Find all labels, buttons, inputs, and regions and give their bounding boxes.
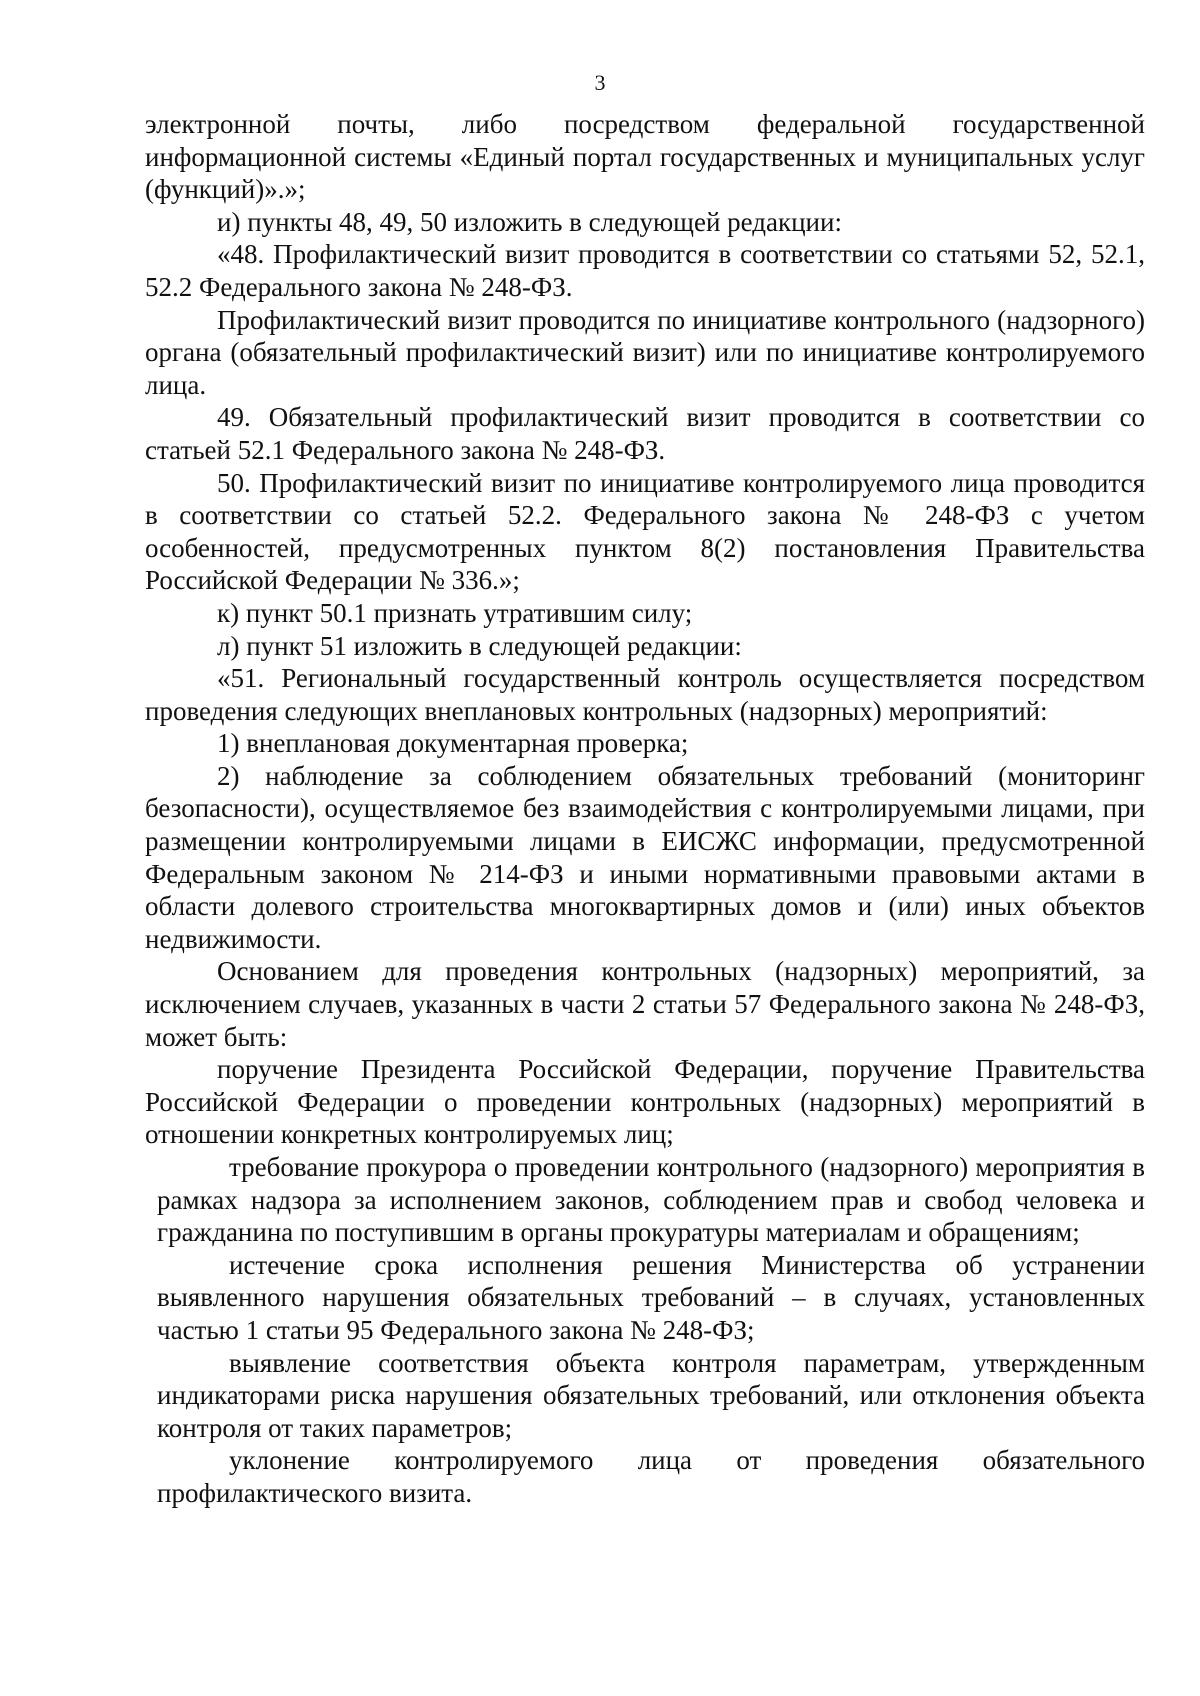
paragraph: истечение срока исполнения решения Министерства об устранении выявленного нарушения обязательных требований – в случаях, установленных частью 1 статьи 95 Федерального закона № 248-ФЗ; [157,1249,1145,1345]
document-body [145,108,1145,1510]
page-number: 3 [594,70,606,95]
paragraph: 50. Профилактический визит по инициативе контролируемого лица проводится в соответствии со статьей 52.2. Федерального закона № 248-ФЗ с учетом особенностей, предусмотренных пунктом 8(2) постановления Правительства Российской Федерации № 336.»; [145,467,1145,596]
paragraph: электронной почты, либо посредством федеральной государственной информационной системы «Единый портал государственных и муниципальных услуг (функций)».»; [145,109,1145,205]
paragraph: 2) наблюдение за соблюдением обязательных требований (мониторинг безопасности), осуществляемое без взаимодействия с контролируемыми лицами, при размещении контролируемыми лицами в ЕИСЖС информации, предусмотренной Федеральным законом № 214-ФЗ и иными нормативными правовыми актами в области долевого строительства многоквартирных домов и (или) иных объектов недвижимости. [145,760,1145,954]
paragraph: «51. Региональный государственный контроль осуществляется посредством проведения следующих внеплановых контрольных (надзорных) мероприятий: [145,663,1145,726]
paragraph: Основанием для проведения контрольных (надзорных) мероприятий, за исключением случаев, указанных в части 2 статьи 57 Федерального закона № 248-ФЗ, может быть: [145,956,1145,1052]
paragraph: уклонение контролируемого лица от проведения обязательного профилактического визита. [157,1445,1145,1508]
paragraph: «48. Профилактический визит проводится в соответствии со статьями 52, 52.1, 52.2 Федерального закона № 248-ФЗ. [145,239,1145,302]
paragraph: Профилактический визит проводится по инициативе контрольного (надзорного) органа (обязательный профилактический визит) или по инициативе контролируемого лица. [145,304,1145,400]
paragraph: 1) внеплановая документарная проверка; [217,728,689,759]
paragraph: 49. Обязательный профилактический визит проводится в соответствии со статьей 52.1 Федерального закона № 248-ФЗ. [145,402,1145,465]
paragraph: и) пункты 48, 49, 50 изложить в следующей редакции: [217,206,842,237]
paragraph: л) пункт 51 изложить в следующей редакции: [217,630,742,661]
paragraph: к) пункт 50.1 признать утратившим силу; [217,597,693,628]
paragraph: требование прокурора о проведении контрольного (надзорного) мероприятия в рамках надзора за исполнением законов, соблюдением прав и свобод человека и гражданина по поступившим в органы прокуратуры материалам и обращениям; [157,1152,1145,1248]
paragraph: выявление соответствия объекта контроля параметрам, утвержденным индикаторами риска нарушения обязательных требований, или отклонения объекта контроля от таких параметров; [157,1347,1145,1443]
paragraph: поручение Президента Российской Федерации, поручение Правительства Российской Федерации о проведении контрольных (надзорных) мероприятий в отношении конкретных контролируемых лиц; [145,1054,1145,1150]
